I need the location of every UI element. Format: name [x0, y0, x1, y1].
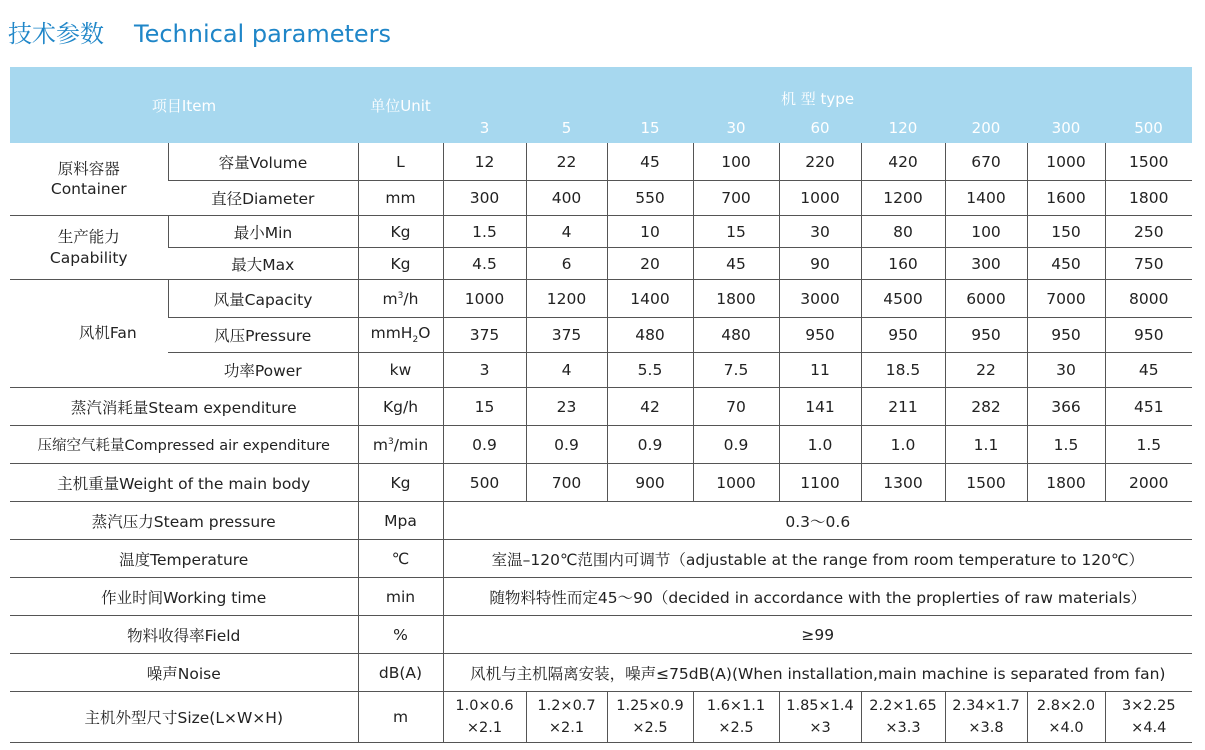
table-cell: 4500 — [861, 280, 945, 318]
table-cell: 42 — [607, 388, 693, 426]
table-cell: 1.5 — [1105, 426, 1192, 464]
model-header: 15 — [607, 113, 693, 143]
min-label: 最小Min — [168, 216, 358, 248]
size-cell — [1105, 692, 1192, 743]
table-row — [10, 181, 1192, 216]
unit-sup: 3 — [397, 290, 404, 301]
title-en: Technical parameters — [134, 20, 392, 48]
table-row — [10, 318, 1192, 353]
temperature-unit: ℃ — [358, 540, 443, 578]
table-cell: 700 — [526, 464, 607, 502]
container-label-zh: 原料容器 — [57, 159, 120, 178]
table-cell: 1000 — [779, 181, 861, 216]
table-row — [10, 280, 1192, 318]
table-cell: 150 — [1027, 216, 1105, 248]
table-cell: 480 — [607, 318, 693, 353]
table-cell: 1.0 — [779, 426, 861, 464]
table-cell: 2000 — [1105, 464, 1192, 502]
table-cell: 1000 — [693, 464, 779, 502]
unit-sup: 3 — [387, 436, 394, 447]
table-cell: 1500 — [1105, 143, 1192, 181]
table-cell: 100 — [693, 143, 779, 181]
table-cell: 0.9 — [607, 426, 693, 464]
table-cell: 1800 — [1105, 181, 1192, 216]
unit-sub: 2 — [412, 335, 419, 346]
unit-rest: /min — [393, 435, 429, 454]
steam-expenditure-label: 蒸汽消耗量Steam expenditure — [10, 388, 358, 426]
container-label-en: Container — [50, 180, 127, 198]
table-cell: 450 — [1027, 248, 1105, 280]
table-cell: 1600 — [1027, 181, 1105, 216]
table-cell: 8000 — [1105, 280, 1192, 318]
table-cell: 80 — [861, 216, 945, 248]
steam-pressure-value: 0.3～0.6 — [443, 502, 1192, 540]
table-row — [10, 692, 1192, 743]
table-cell: 0.9 — [693, 426, 779, 464]
table-cell: 4.5 — [443, 248, 526, 280]
table-cell: 1.1 — [945, 426, 1027, 464]
table-cell: 950 — [861, 318, 945, 353]
table-cell: 950 — [1027, 318, 1105, 353]
table-cell: 300 — [945, 248, 1027, 280]
container-category — [10, 143, 168, 216]
table-cell: 4 — [526, 216, 607, 248]
diameter-label: 直径Diameter — [168, 181, 358, 216]
size-line2: ×2.5 — [632, 720, 668, 736]
table-cell: 950 — [1105, 318, 1192, 353]
table-row — [10, 616, 1192, 654]
compressed-air-label: 压缩空气耗量Compressed air expenditure — [10, 426, 358, 464]
table-row — [10, 353, 1192, 388]
table-cell: 480 — [693, 318, 779, 353]
size-line2: ×4.0 — [1048, 720, 1084, 736]
table-cell: 366 — [1027, 388, 1105, 426]
table-cell: 1.0 — [861, 426, 945, 464]
model-header: 30 — [693, 113, 779, 143]
capability-label-zh: 生产能力 — [57, 228, 120, 247]
table-cell: 550 — [607, 181, 693, 216]
table-cell: 420 — [861, 143, 945, 181]
table-cell: 1500 — [945, 464, 1027, 502]
table-cell: 30 — [1027, 353, 1105, 388]
size-line1: 1.25×0.9 — [616, 698, 684, 714]
model-header: 500 — [1105, 113, 1192, 143]
table-cell: 1800 — [1027, 464, 1105, 502]
table-cell: 1.5 — [1027, 426, 1105, 464]
table-row — [10, 388, 1192, 426]
table-cell: 300 — [443, 181, 526, 216]
yield-label: 物料收得率Field — [10, 616, 358, 654]
table-cell: 0.9 — [526, 426, 607, 464]
header-row — [10, 67, 1192, 113]
table-cell: 7.5 — [693, 353, 779, 388]
size-line1: 1.85×1.4 — [786, 698, 854, 714]
size-line2: ×3.3 — [885, 720, 921, 736]
table-row — [10, 578, 1192, 616]
capability-label-en: Capability — [49, 248, 128, 267]
table-cell: 0.9 — [443, 426, 526, 464]
table-row — [10, 426, 1192, 464]
working-time-unit: min — [358, 578, 443, 616]
size-label: 主机外型尺寸Size(L×W×H) — [10, 692, 358, 743]
unit-rest: /h — [403, 289, 419, 308]
size-line2: ×3 — [809, 720, 831, 736]
size-cell — [945, 692, 1027, 743]
header-unit: 单位Unit — [358, 67, 443, 143]
table-cell: 160 — [861, 248, 945, 280]
size-line1: 1.2×0.7 — [537, 698, 596, 714]
table-cell: 670 — [945, 143, 1027, 181]
table-cell: 375 — [443, 318, 526, 353]
model-header: 5 — [526, 113, 607, 143]
unit-base: mmH — [370, 324, 413, 343]
model-header: 3 — [443, 113, 526, 143]
model-header: 300 — [1027, 113, 1105, 143]
table-cell: 1000 — [1027, 143, 1105, 181]
header-item: 项目Item — [10, 67, 358, 143]
size-line2: ×3.8 — [968, 720, 1004, 736]
table-cell: 900 — [607, 464, 693, 502]
table-cell: 1200 — [861, 181, 945, 216]
table-cell: 70 — [693, 388, 779, 426]
max-label: 最大Max — [168, 248, 358, 280]
steam-pressure-label: 蒸汽压力Steam pressure — [10, 502, 358, 540]
unit-base: m — [382, 289, 398, 308]
table-row — [10, 540, 1192, 578]
table-cell: 1800 — [693, 280, 779, 318]
compressed-air-unit — [358, 426, 443, 464]
volume-unit: L — [358, 143, 443, 181]
table-cell: 1400 — [945, 181, 1027, 216]
model-header: 120 — [861, 113, 945, 143]
table-cell: 12 — [443, 143, 526, 181]
diameter-unit: mm — [358, 181, 443, 216]
fan-category: 风机Fan — [10, 280, 168, 388]
size-line1: 2.34×1.7 — [952, 698, 1020, 714]
table-cell: 10 — [607, 216, 693, 248]
technical-parameters-table — [10, 67, 1192, 743]
table-cell: 5.5 — [607, 353, 693, 388]
capacity-label: 风量Capacity — [168, 280, 358, 318]
table-cell: 11 — [779, 353, 861, 388]
table-cell: 90 — [779, 248, 861, 280]
size-unit: m — [358, 692, 443, 743]
table-cell: 45 — [693, 248, 779, 280]
table-cell: 500 — [443, 464, 526, 502]
max-unit: Kg — [358, 248, 443, 280]
table-cell: 400 — [526, 181, 607, 216]
temperature-value: 室温–120℃范围内可调节（adjustable at the range from room temperature to 120℃） — [443, 540, 1192, 578]
table-row — [10, 654, 1192, 692]
noise-label: 噪声Noise — [10, 654, 358, 692]
weight-unit: Kg — [358, 464, 443, 502]
weight-label: 主机重量Weight of the main body — [10, 464, 358, 502]
power-unit: kw — [358, 353, 443, 388]
table-cell: 3 — [443, 353, 526, 388]
table-cell: 1400 — [607, 280, 693, 318]
size-cell — [693, 692, 779, 743]
working-time-label: 作业时间Working time — [10, 578, 358, 616]
size-cell — [607, 692, 693, 743]
table-cell: 1000 — [443, 280, 526, 318]
table-cell: 700 — [693, 181, 779, 216]
model-header: 200 — [945, 113, 1027, 143]
volume-label: 容量Volume — [168, 143, 358, 181]
table-cell: 950 — [945, 318, 1027, 353]
header-type: 机 型 type — [443, 67, 1192, 113]
unit-rest: O — [418, 324, 431, 343]
table-cell: 1100 — [779, 464, 861, 502]
table-cell: 750 — [1105, 248, 1192, 280]
unit-base: m — [372, 435, 388, 454]
table-cell: 15 — [443, 388, 526, 426]
table-cell: 451 — [1105, 388, 1192, 426]
table-cell: 15 — [693, 216, 779, 248]
table-cell: 1300 — [861, 464, 945, 502]
table-cell: 7000 — [1027, 280, 1105, 318]
min-unit: Kg — [358, 216, 443, 248]
table-row — [10, 143, 1192, 181]
size-line2: ×2.1 — [548, 720, 585, 736]
pressure-label: 风压Pressure — [168, 318, 358, 353]
title-zh: 技术参数 — [8, 20, 104, 48]
page-title — [8, 14, 391, 49]
size-line2: ×2.1 — [466, 720, 503, 736]
size-line1: 1.6×1.1 — [706, 698, 766, 714]
size-cell — [443, 692, 526, 743]
size-line1: 3×2.25 — [1121, 698, 1176, 714]
table-cell: 100 — [945, 216, 1027, 248]
yield-value: ≥99 — [443, 616, 1192, 654]
table-row — [10, 216, 1192, 248]
table-cell: 1.5 — [443, 216, 526, 248]
table-row — [10, 464, 1192, 502]
table-cell: 4 — [526, 353, 607, 388]
steam-expenditure-unit: Kg/h — [358, 388, 443, 426]
noise-unit: dB(A) — [358, 654, 443, 692]
size-cell — [861, 692, 945, 743]
size-line2: ×2.5 — [718, 720, 754, 736]
noise-value: 风机与主机隔离安装，噪声≤75dB(A)(When installation,main machine is separated from fan) — [443, 654, 1192, 692]
table-row — [10, 502, 1192, 540]
table-cell: 22 — [945, 353, 1027, 388]
size-line1: 2.2×1.65 — [869, 698, 937, 714]
table-cell: 22 — [526, 143, 607, 181]
table-cell: 282 — [945, 388, 1027, 426]
size-cell — [779, 692, 861, 743]
table-row — [10, 248, 1192, 280]
steam-pressure-unit: Mpa — [358, 502, 443, 540]
capacity-unit — [358, 280, 443, 318]
table-cell: 18.5 — [861, 353, 945, 388]
model-header: 60 — [779, 113, 861, 143]
table-cell: 375 — [526, 318, 607, 353]
table-cell: 20 — [607, 248, 693, 280]
table-cell: 250 — [1105, 216, 1192, 248]
size-line1: 2.8×2.0 — [1036, 698, 1096, 714]
table-cell: 220 — [779, 143, 861, 181]
pressure-unit — [358, 318, 443, 353]
table-cell: 6 — [526, 248, 607, 280]
power-label: 功率Power — [168, 353, 358, 388]
table-cell: 211 — [861, 388, 945, 426]
temperature-label: 温度Temperature — [10, 540, 358, 578]
table-cell: 950 — [779, 318, 861, 353]
table-cell: 45 — [1105, 353, 1192, 388]
size-cell — [1027, 692, 1105, 743]
table-cell: 6000 — [945, 280, 1027, 318]
table-cell: 3000 — [779, 280, 861, 318]
size-cell — [526, 692, 607, 743]
size-line1: 1.0×0.6 — [455, 698, 514, 714]
table-cell: 1200 — [526, 280, 607, 318]
working-time-value: 随物料特性而定45～90（decided in accordance with the proplerties of raw materials） — [443, 578, 1192, 616]
table-cell: 23 — [526, 388, 607, 426]
capability-category — [10, 216, 168, 280]
yield-unit: % — [358, 616, 443, 654]
table-cell: 141 — [779, 388, 861, 426]
size-line2: ×4.4 — [1131, 720, 1167, 736]
table-cell: 30 — [779, 216, 861, 248]
table-cell: 45 — [607, 143, 693, 181]
